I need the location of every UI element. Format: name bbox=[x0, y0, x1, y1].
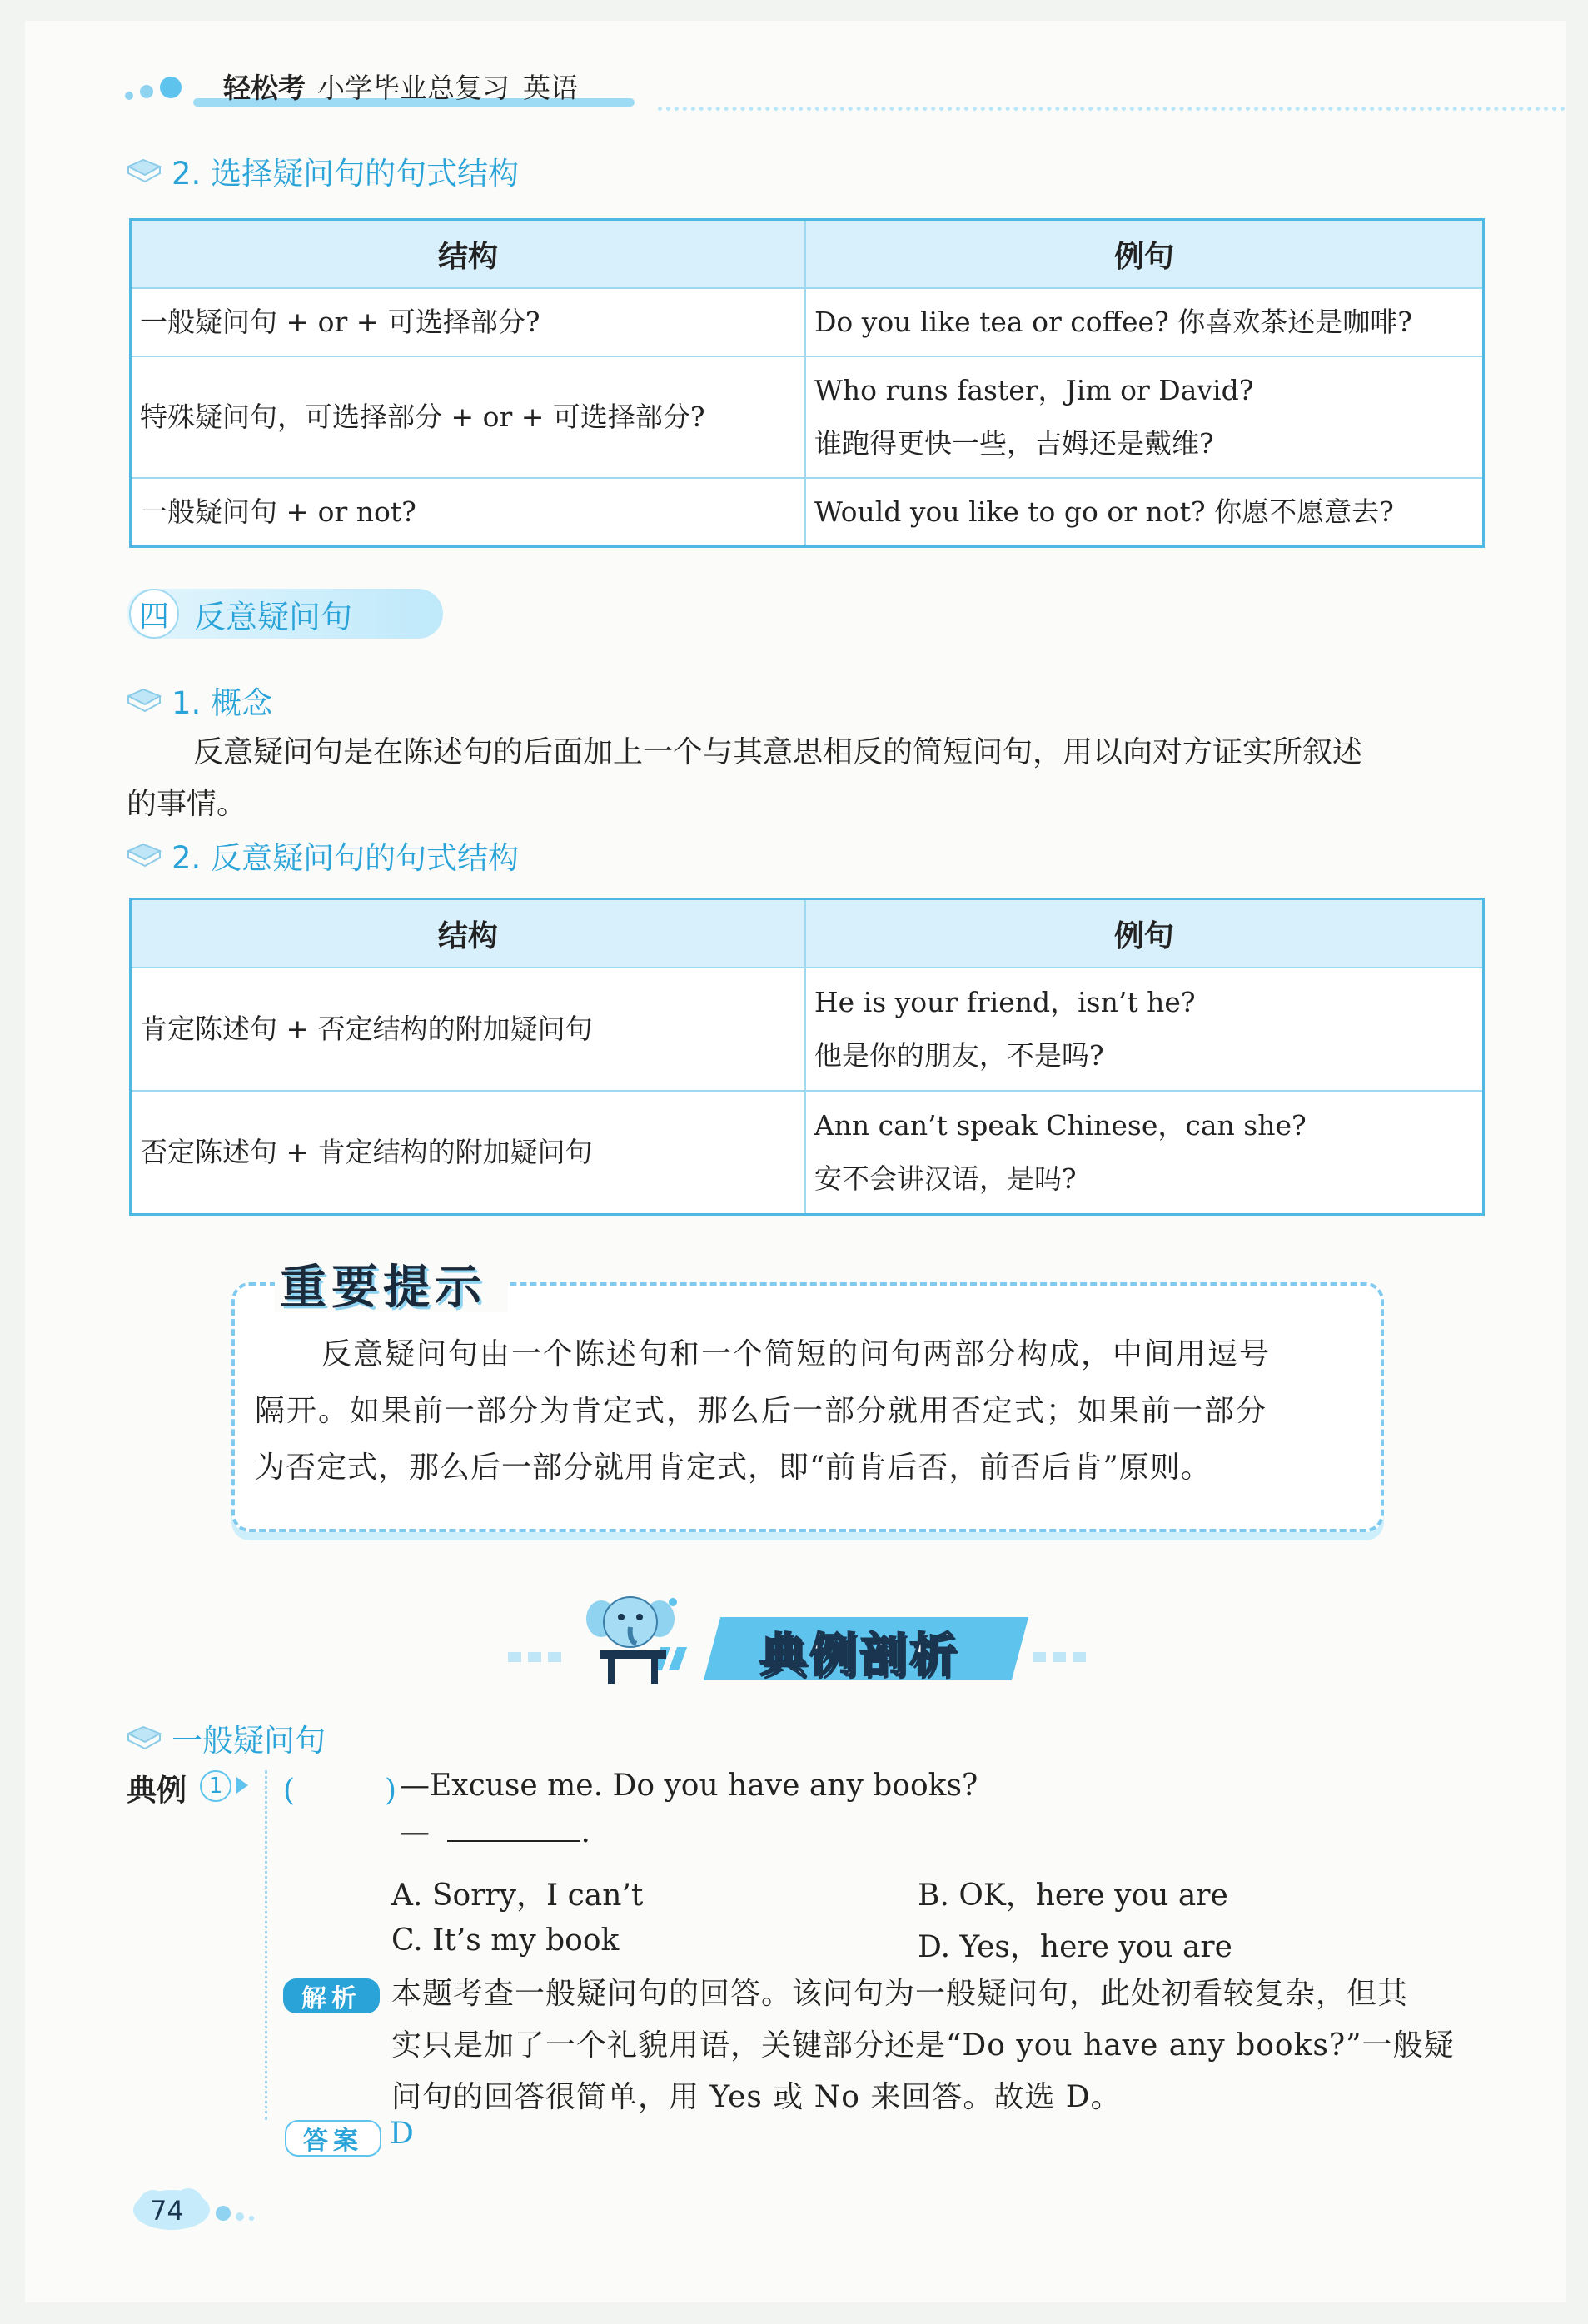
option-d: D. Yes，here you are bbox=[918, 1930, 1232, 1964]
tip-line1: 反意疑问句由一个陈述句和一个简短的问句两部分构成，中间用逗号 bbox=[321, 1337, 1272, 1371]
subheading-text: 2. 反意疑问句的句式结构 bbox=[172, 840, 520, 876]
concept-paragraph-line1: 反意疑问句是在陈述句的后面加上一个与其意思相反的简短问句，用以向对方证实所叙述 bbox=[193, 735, 1363, 769]
book-icon bbox=[127, 1725, 162, 1750]
elephant-mascot-icon bbox=[583, 1590, 683, 1690]
tag-structure-table bbox=[129, 898, 1485, 1216]
answer-dash: — bbox=[400, 1815, 430, 1849]
column-header-example: 例句 bbox=[805, 220, 1484, 289]
analysis-line3: 问句的回答很简单，用 Yes 或 No 来回答。故选 D。 bbox=[391, 2080, 1122, 2114]
analysis-line2: 实只是加了一个礼貌用语，关键部分还是“Do you have any books?”一般疑 bbox=[391, 2028, 1455, 2063]
table-header-row bbox=[131, 220, 1484, 289]
example-question: —Excuse me. Do you have any books? bbox=[400, 1769, 978, 1803]
book-icon bbox=[127, 158, 162, 183]
answer-value: D bbox=[390, 2117, 414, 2151]
example-line-zh: 安不会讲汉语，是吗? bbox=[814, 1162, 1077, 1195]
example-number: 1 bbox=[200, 1770, 231, 1802]
tip-line3: 为否定式，那么后一部分就用肯定式，即“前肯后否，前否后肯”原则。 bbox=[255, 1451, 1212, 1485]
structure-cell: 一般疑问句 + or + 可选择部分? bbox=[131, 288, 805, 356]
section-title: 反意疑问句 bbox=[194, 598, 353, 635]
header-title bbox=[223, 67, 578, 106]
subheading-text: 1. 概念 bbox=[172, 685, 273, 721]
option-c: C. It’s my book bbox=[391, 1923, 620, 1958]
example-cell bbox=[805, 356, 1484, 478]
example-cell: Do you like tea or coffee? 你喜欢茶还是咖啡? bbox=[805, 288, 1484, 356]
table-row bbox=[131, 968, 1484, 1091]
header-subject: 英语 bbox=[523, 72, 578, 104]
subheading-example-category bbox=[127, 1715, 326, 1760]
subheading-text: 2. 选择疑问句的句式结构 bbox=[172, 156, 520, 192]
structure-cell: 否定陈述句 + 肯定结构的附加疑问句 bbox=[131, 1091, 805, 1214]
answer-period: . bbox=[580, 1815, 590, 1849]
book-icon bbox=[127, 688, 162, 713]
structure-cell: 一般疑问句 + or not? bbox=[131, 478, 805, 546]
option-a: A. Sorry，I can’t bbox=[391, 1879, 644, 1913]
example-line-en: Ann can’t speak Chinese，can she? bbox=[814, 1108, 1307, 1142]
table-row bbox=[131, 356, 1484, 478]
section-number: 四 bbox=[129, 589, 179, 639]
example-line-en: Who runs faster，Jim or David? bbox=[814, 374, 1254, 406]
example-cell bbox=[805, 1091, 1484, 1214]
header-series: 轻松考 bbox=[223, 72, 306, 104]
column-header-example: 例句 bbox=[805, 899, 1484, 968]
analysis-badge: 解析 bbox=[283, 1978, 380, 2013]
structure-cell: 特殊疑问句，可选择部分 + or + 可选择部分? bbox=[131, 356, 805, 478]
book-icon bbox=[127, 843, 162, 868]
choice-structure-table bbox=[129, 218, 1485, 548]
tip-title: 重要提示 bbox=[280, 1261, 486, 1315]
option-b: B. OK，here you are bbox=[918, 1879, 1228, 1913]
column-header-structure: 结构 bbox=[131, 899, 805, 968]
page-number: 74 bbox=[150, 2195, 184, 2227]
answer-paren: ( ) bbox=[283, 1774, 397, 1808]
concept-paragraph-line2: 的事情。 bbox=[127, 787, 247, 821]
subheading-concept bbox=[127, 678, 272, 723]
analysis-line1: 本题考查一般疑问句的回答。该问句为一般疑问句，此处初看较复杂，但其 bbox=[391, 1977, 1409, 2011]
answer-blank bbox=[447, 1840, 580, 1842]
table-row bbox=[131, 1091, 1484, 1214]
tip-line2: 隔开。如果前一部分为肯定式，那么后一部分就用否定式；如果前一部分 bbox=[255, 1394, 1268, 1428]
example-label: 典例 bbox=[127, 1774, 187, 1808]
header-dotted-line bbox=[658, 107, 1566, 111]
example-cell bbox=[805, 968, 1484, 1091]
example-line-zh: 他是你的朋友，不是吗? bbox=[814, 1039, 1104, 1072]
subheading-text: 一般疑问句 bbox=[172, 1723, 326, 1759]
example-arrow-icon bbox=[236, 1777, 248, 1794]
example-line-en: He is your friend，isn’t he? bbox=[814, 986, 1196, 1018]
table-header-row bbox=[131, 899, 1484, 968]
subheading-choice-structure bbox=[127, 148, 519, 193]
footer-dots bbox=[215, 2202, 265, 2227]
table-row bbox=[131, 478, 1484, 546]
example-cell: Would you like to go or not? 你愿不愿意去? bbox=[805, 478, 1484, 546]
banner-title: 典例剖析 bbox=[759, 1629, 959, 1683]
header-book-title: 小学毕业总复习 bbox=[317, 72, 510, 104]
example-answer-line bbox=[400, 1815, 590, 1849]
example-vertical-rule bbox=[265, 1770, 267, 2120]
subheading-tag-structure bbox=[127, 833, 519, 878]
column-header-structure: 结构 bbox=[131, 220, 805, 289]
section-tag bbox=[127, 589, 443, 639]
table-row bbox=[131, 288, 1484, 356]
answer-badge: 答案 bbox=[285, 2120, 381, 2157]
example-line-zh: 谁跑得更快一些，吉姆还是戴维? bbox=[814, 427, 1214, 460]
structure-cell: 肯定陈述句 + 否定结构的附加疑问句 bbox=[131, 968, 805, 1091]
